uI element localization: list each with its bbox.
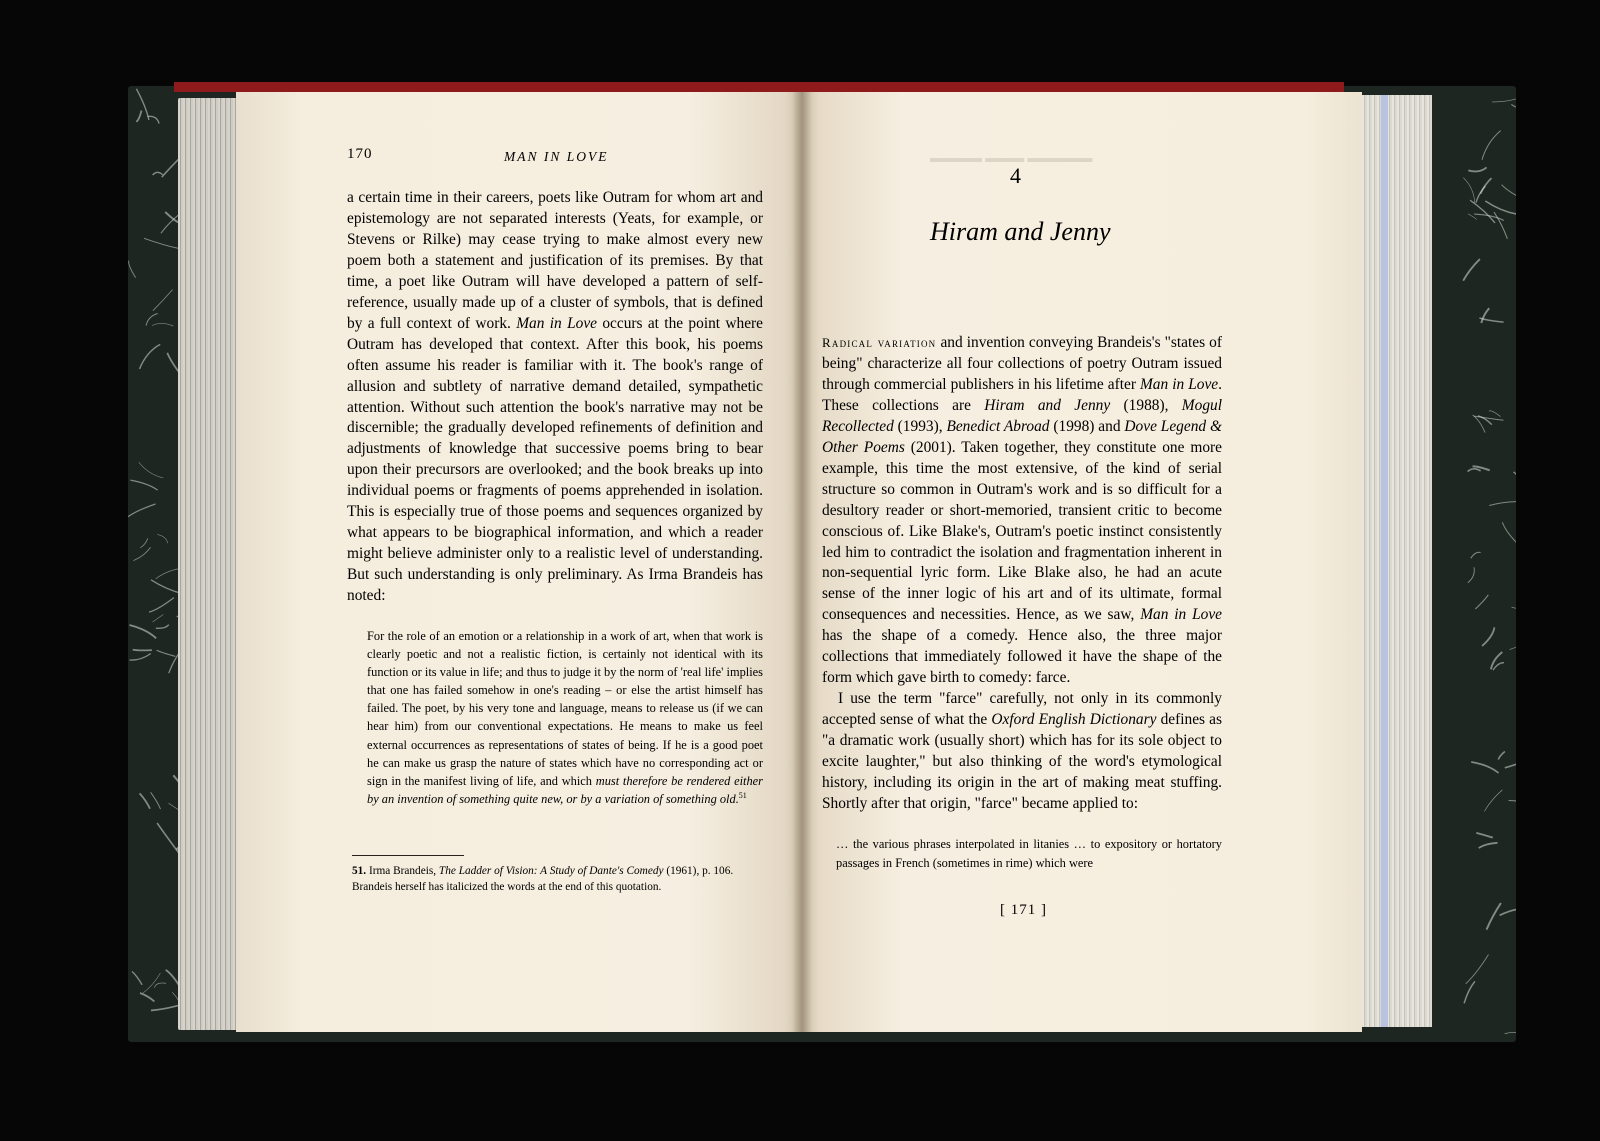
cover-streak <box>1502 185 1516 198</box>
cover-streak <box>1464 981 1475 1003</box>
body-text: (1998) and <box>1053 417 1121 435</box>
book-title: Hiram and Jenny <box>984 396 1111 414</box>
chapter-title: Hiram and Jenny <box>930 217 1111 246</box>
cover-streak <box>1480 178 1491 194</box>
footnote-rule <box>352 855 464 856</box>
show-through: ▬▬▬▬ ▬▬▬ ▬▬▬▬▬ <box>930 150 1093 165</box>
cover-streak <box>156 625 169 629</box>
cover-streak <box>1470 200 1495 223</box>
cover-streak <box>1471 552 1481 558</box>
cover-streak <box>1463 259 1480 281</box>
cover-streak <box>1468 567 1475 583</box>
cover-streak <box>129 261 136 278</box>
book-title: Man in Love <box>516 314 597 332</box>
cover-streak <box>1482 131 1501 160</box>
book-title: Man in Love <box>1140 606 1222 624</box>
cover-streak <box>1493 663 1504 670</box>
quote-text: For the role of an emotion or a relationship in a work of art, when that work is clearly poetic and not a realistic fiction, is certainly not identical with its function or its value in life; and thus to judge it by the norm of 'real life' implies that one has failed somehow in one's reading – or else the artist himself has failed. The poet, by his very tone and language, means to release us (if we can hear him) from our conventional expectations. He means to make us feel external occurrences as representations of states of being. If he is a good poet he can make us grasp the nature of states which have no corresponding act or sign in the manifest living of life, and which <box>367 629 763 788</box>
body-text: . These collections are <box>822 375 1222 414</box>
page-block-right <box>1352 95 1432 1027</box>
cover-streak <box>130 480 157 490</box>
cover-streak <box>1502 522 1516 543</box>
cover-streak <box>148 116 160 123</box>
book-gutter <box>792 92 812 1032</box>
cover-streak <box>1476 833 1493 838</box>
cover-streak <box>1514 472 1516 480</box>
quote-italic: must therefore be rendered either by an invention of something quite new, or by a variation of something old. <box>367 773 763 806</box>
cover-streak <box>1512 607 1517 619</box>
footnote-number: 51. <box>352 865 367 877</box>
cover-streak <box>1474 416 1503 420</box>
footnote-title: The Ladder of Vision: A Study of Dante's Comedy <box>438 865 664 877</box>
book-title: Man in Love <box>1139 375 1219 393</box>
cover-streak <box>1484 790 1502 812</box>
body-text: and invention conveying Brandeis's "states of being" characterize all four collections of poetry Outram issued through commercial publishers in his lifetime after <box>822 334 1222 393</box>
footnote-text: (1961), p. 106. Brandeis herself has italicized the words at the end of this quotation. <box>352 865 734 893</box>
cover-streak <box>132 972 142 985</box>
block-quote <box>367 627 763 808</box>
book-title: Dove Legend & Other Poems <box>822 417 1222 456</box>
body-text: occurs at the point where Outram has developed that context. After this book, his poems often assume his reader is familiar with it. The book's range of allusion and subtlety of narrative demand detailed, sympathetic attention. Without such attention the book's narrative may not be discernible; the gradually developed refinements of definition and adjustments of knowledge that successive poems bring to bear upon their precursors are overlooked; and the book breaks up into individual poems or fragments of poems apprehended in isolation. This is especially true of those poems and sequences organized by what appears to be biographical information, and which a reader might believe administer only to a realistic level of understanding. But such understanding is only preliminary. As Irma Brandeis has noted: <box>347 314 763 605</box>
book-title: Oxford English Dictionary <box>991 711 1157 729</box>
cover-streak <box>139 462 164 478</box>
cover-streak <box>1468 167 1486 171</box>
page-block-left <box>178 98 244 1030</box>
cover-streak <box>1491 652 1502 669</box>
body-text: a certain time in their careers, poets like Outram for whom art and epistemology are not separated interests (Yeats, for example, or Stevens or Rilke) may cease trying to make almost every new poem both a statement and justification of its premises. By that time, a poet like Outram will have developed a pattern of self-reference, usually made up of a cluster of symbols, that is defined by a full context of work. <box>347 189 763 332</box>
cover-streak <box>1463 178 1475 203</box>
cover-streak <box>1485 201 1516 214</box>
cover-streak <box>128 504 156 517</box>
cover-streak <box>1487 903 1501 930</box>
cover-streak <box>1471 762 1498 773</box>
cover-streak <box>140 993 154 1002</box>
cover-streak <box>1489 411 1501 417</box>
cover-streak <box>136 89 149 120</box>
body-text: defines as "a dramatic work (usually short) which has for its sole object to excite laughter," but also thinking of the word's etymological history, including its origin in the art of making meat stuffing. Shortly after that origin, "farce" became applied to: <box>822 711 1222 812</box>
quote-text: … the various phrases interpolated in litanies … to expository or hortatory passages in French (sometimes in rime) which were <box>836 837 1222 870</box>
cover-streak <box>144 238 178 248</box>
book-headband <box>174 82 1344 92</box>
cover-streak <box>1482 627 1494 646</box>
cover-streak <box>143 973 161 993</box>
cover-streak <box>140 538 147 547</box>
cover-streak <box>154 983 166 988</box>
cover-streak <box>1475 595 1488 609</box>
cover-streak <box>153 615 164 623</box>
opening-small-caps: Radical variation <box>822 335 937 350</box>
cover-streak <box>130 654 151 661</box>
body-text: (1988), <box>1123 396 1169 414</box>
cover-streak <box>1494 212 1507 239</box>
cover-streak <box>153 172 163 175</box>
cover-streak <box>149 598 174 613</box>
footnote-marker[interactable]: 51 <box>738 790 747 800</box>
body-text: (1993), <box>897 417 943 435</box>
cover-streak <box>1505 756 1516 768</box>
cover-streak <box>140 344 161 369</box>
cover-streak <box>1505 1032 1516 1033</box>
body-text: (2001). Taken together, they constitute one more example, this time the most extensive, of the kind of serial structure so common in Outram's work and is so difficult for a desultory reader or short-memoried, transient critic to become conscious of. Like Blake's, Outram's poetic instinct consistently led him to contradict the isolation and fragmentation inherent in non-sequential lyric form. Like Blake also, he had an acute sense of the inner logic of his art and of its ultimate, formal consequences and necessities. Hence, as we saw, <box>822 438 1222 624</box>
book-title: Benedict Abroad <box>946 417 1050 435</box>
running-head: MAN IN LOVE <box>504 149 609 164</box>
left-body-text <box>347 188 763 607</box>
cover-streak <box>157 534 167 543</box>
cover-streak <box>1466 955 1489 984</box>
book-title: Mogul Recollected <box>822 396 1222 435</box>
block-quote-right <box>836 835 1222 872</box>
chapter-number: 4 <box>1010 163 1021 188</box>
footnote <box>352 863 760 895</box>
footnote-author: Irma Brandeis, <box>368 865 437 877</box>
cover-streak <box>1492 97 1516 103</box>
body-text: has the shape of a comedy. Hence also, the three major collections that immediately followed it have the shape of the form which gave birth to comedy: farce. <box>822 627 1222 687</box>
left-folio: 170 <box>347 146 373 162</box>
cover-streak <box>133 650 152 651</box>
cover-streak <box>130 625 157 638</box>
ribbon-marker <box>1381 95 1388 1027</box>
cover-streak <box>1489 502 1516 506</box>
body-text: I use the term "farce" carefully, not only in its commonly accepted sense of what the <box>822 690 1222 729</box>
cover-streak <box>1479 843 1498 848</box>
cover-streak <box>136 111 141 122</box>
cover-streak <box>1509 801 1516 805</box>
cover-streak <box>1510 639 1516 650</box>
cover-streak <box>1468 469 1481 472</box>
cover-streak <box>1474 214 1504 220</box>
cover-streak <box>157 823 179 853</box>
cover-streak <box>140 793 150 808</box>
cover-streak <box>157 650 176 656</box>
cover-streak <box>146 314 158 326</box>
right-body-text <box>822 333 1222 815</box>
cover-streak <box>1500 909 1516 915</box>
cover-streak <box>1498 752 1505 760</box>
cover-streak <box>152 323 173 326</box>
cover-streak <box>1511 104 1516 109</box>
right-folio: [ 171 ] <box>1000 902 1047 918</box>
cover-streak <box>133 547 150 560</box>
cover-streak <box>151 792 161 809</box>
cover-streak <box>153 290 173 311</box>
